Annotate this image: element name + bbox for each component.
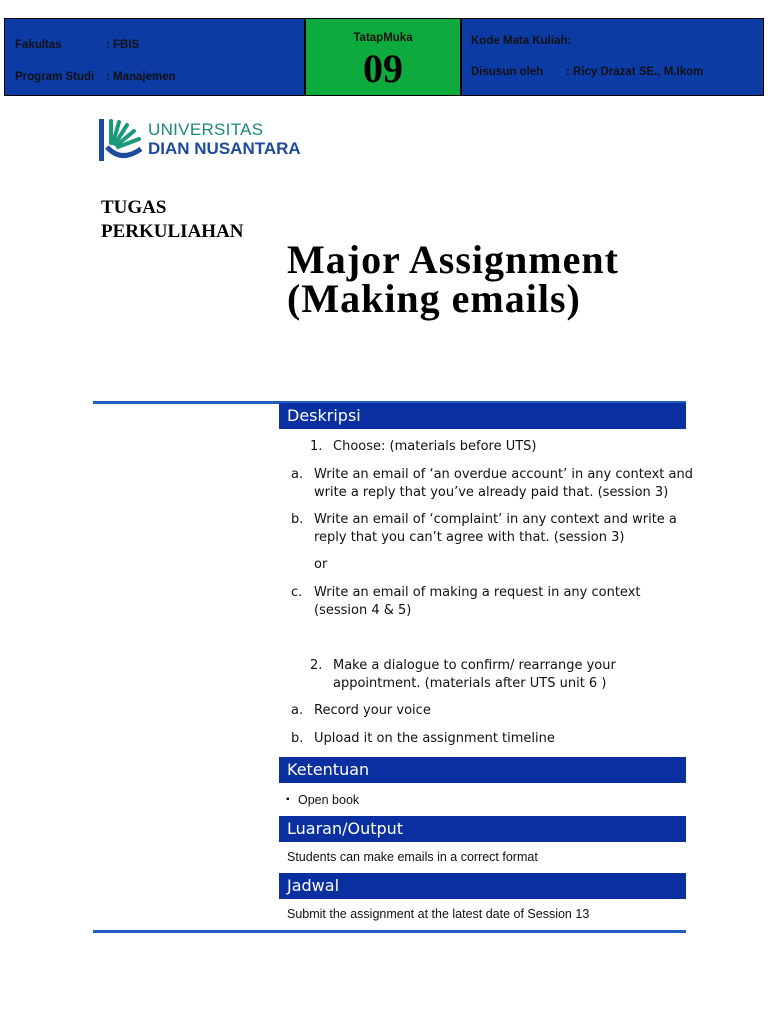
deskripsi-heading: Deskripsi bbox=[279, 403, 686, 429]
item-2b-marker: b. bbox=[291, 731, 304, 746]
luaran-text: Students can make emails in a correct format bbox=[287, 850, 538, 864]
assignment-title-line-2: (Making emails) bbox=[287, 276, 581, 321]
university-logo bbox=[99, 117, 301, 163]
university-emblem-icon bbox=[99, 117, 145, 163]
header-meeting-box bbox=[305, 18, 461, 96]
tatap-muka-number: 09 bbox=[363, 46, 403, 91]
ketentuan-heading: Ketentuan bbox=[279, 757, 686, 783]
logo-line-1: UNIVERSITAS bbox=[148, 120, 264, 139]
tugas-line-2: PERKULIAHAN bbox=[101, 221, 244, 242]
ketentuan-bullet-icon: ▪ bbox=[286, 794, 290, 805]
or-text: or bbox=[314, 557, 328, 572]
tugas-perkuliahan-title bbox=[101, 196, 244, 244]
disusun-value: : Ricy Drazat SE., M.Ikom bbox=[566, 66, 704, 78]
item-2b-text: Upload it on the assignment timeline bbox=[314, 731, 555, 746]
luaran-heading: Luaran/Output bbox=[279, 816, 686, 842]
item-a-line-1: Write an email of ‘an overdue account’ in any context and bbox=[314, 467, 693, 482]
item-1-text: Choose: (materials before UTS) bbox=[333, 439, 537, 454]
fakultas-label: Fakultas bbox=[15, 39, 62, 51]
tatap-muka-label: TatapMuka bbox=[353, 32, 413, 44]
assignment-title-line-1: Major Assignment bbox=[287, 237, 619, 282]
assignment-title bbox=[287, 237, 619, 321]
prodi-value: : Manajemen bbox=[106, 71, 176, 83]
item-c-line-2: (session 4 & 5) bbox=[314, 603, 412, 618]
ketentuan-item: Open book bbox=[298, 793, 360, 807]
item-a-line-2: write a reply that you’ve already paid that. (session 3) bbox=[314, 485, 669, 500]
item-1-marker: 1. bbox=[310, 439, 323, 454]
header-faculty-box bbox=[4, 18, 305, 96]
item-2-marker: 2. bbox=[310, 658, 323, 673]
bottom-rule bbox=[93, 930, 686, 933]
item-b-marker: b. bbox=[291, 512, 304, 527]
item-b-line-1: Write an email of ‘complaint’ in any context and write a bbox=[314, 512, 677, 527]
jadwal-text: Submit the assignment at the latest date of Session 13 bbox=[287, 907, 590, 921]
item-c-line-1: Write an email of making a request in any context bbox=[314, 585, 641, 600]
header-course-box bbox=[461, 18, 764, 96]
jadwal-heading: Jadwal bbox=[279, 873, 686, 899]
item-2a-marker: a. bbox=[291, 703, 304, 718]
prodi-label: Program Studi bbox=[15, 71, 95, 83]
item-a-marker: a. bbox=[291, 467, 304, 482]
item-c-marker: c. bbox=[291, 585, 303, 600]
logo-line-2: DIAN NUSANTARA bbox=[148, 139, 301, 158]
tugas-line-1: TUGAS bbox=[101, 197, 167, 218]
fakultas-value: : FBIS bbox=[106, 39, 140, 51]
item-2a-text: Record your voice bbox=[314, 703, 431, 718]
disusun-label: Disusun oleh bbox=[471, 66, 544, 78]
item-2-line-1: Make a dialogue to confirm/ rearrange your bbox=[333, 658, 616, 673]
kode-mata-kuliah-label: Kode Mata Kuliah: bbox=[471, 35, 572, 47]
item-b-line-2: reply that you can’t agree with that. (session 3) bbox=[314, 530, 625, 545]
item-2-line-2: appointment. (materials after UTS unit 6 ) bbox=[333, 676, 607, 691]
